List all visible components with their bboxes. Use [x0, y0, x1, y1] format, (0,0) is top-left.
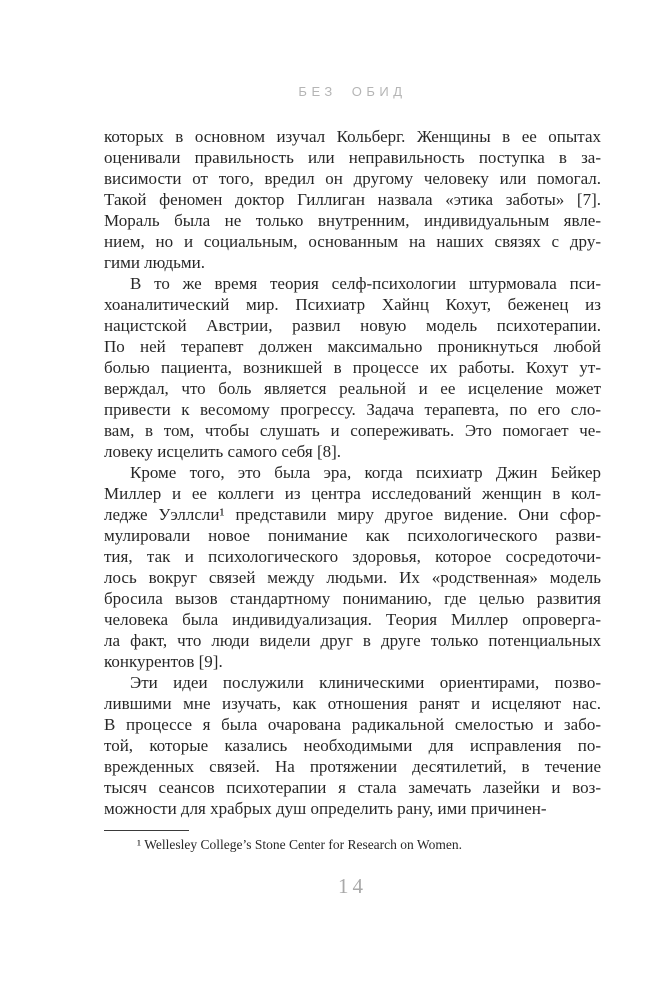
body-text [104, 126, 601, 819]
body-line: можности для храбрых душ определить рану, ими причинен- [104, 799, 547, 818]
body-line: нием, но и социальным, основанным на наших связях с дру- [104, 232, 601, 251]
body-line: Такой феномен доктор Гиллиган назвала «этика заботы» [7]. [104, 190, 601, 209]
body-paragraph [104, 672, 601, 819]
footnote [104, 836, 601, 854]
body-line: По ней терапевт должен максимально проникнуться любой [104, 337, 601, 356]
running-header: БЕЗ ОБИД [298, 84, 407, 99]
body-line: Кроме того, это была эра, когда психиатр Джин Бейкер [130, 463, 601, 482]
body-line: В процессе я была очарована радикальной смелостью и забо- [104, 715, 601, 734]
body-line: Эти идеи послужили клиническими ориентирами, позво- [130, 673, 601, 692]
body-line: мулировали новое понимание как психологического разви- [104, 526, 601, 545]
body-line: нацистской Австрии, развил новую модель психотерапии. [104, 316, 601, 335]
body-line: хоаналитический мир. Психиатр Хайнц Кохут, беженец из [104, 295, 601, 314]
body-line: привести к весомому прогрессу. Задача терапевта, по его сло- [104, 400, 601, 419]
body-line: конкурентов [9]. [104, 652, 223, 671]
body-line: врежденных связей. На протяжении десятилетий, в течение [104, 757, 601, 776]
body-line: болью пациента, возникшей в процессе их работы. Кохут ут- [104, 358, 601, 377]
footnote-marker: ¹ [137, 837, 142, 852]
body-line: лившими мне изучать, как отношения ранят и исцеляют нас. [104, 694, 601, 713]
body-line: В то же время теория селф-психологии штурмовала пси- [130, 274, 601, 293]
body-line: которых в основном изучал Кольберг. Женщины в ее опытах [104, 127, 601, 146]
body-line: ледже Уэллсли¹ представили миру другое видение. Они сфор- [104, 505, 601, 524]
body-line: висимости от того, вредил он другому человеку или помогал. [104, 169, 601, 188]
body-line: верждал, что боль является реальной и ее исцеление может [104, 379, 601, 398]
body-line: Миллер и ее коллеги из центра исследований женщин в кол- [104, 484, 601, 503]
body-paragraph [104, 126, 601, 273]
text-column [104, 84, 601, 854]
body-line: оценивали правильность или неправильность поступка в за- [104, 148, 601, 167]
body-line: Мораль была не только внутренним, индивидуальным явле- [104, 211, 601, 230]
page-number: 14 [338, 874, 367, 898]
body-paragraph [104, 462, 601, 672]
body-line: вам, в том, чтобы слушать и сопереживать. Это помогает че- [104, 421, 601, 440]
body-line: человека была индивидуализация. Теория Миллер опроверга- [104, 610, 601, 629]
body-line: ловеку исцелить самого себя [8]. [104, 442, 342, 461]
body-paragraph [104, 273, 601, 462]
body-line: бросила вызов стандартному пониманию, где целью развития [104, 589, 601, 608]
body-line: тия, так и психологического здоровья, которое сосредоточи- [104, 547, 601, 566]
body-line: той, которые казались необходимыми для исправления по- [104, 736, 601, 755]
body-line: ла факт, что люди видели друг в друге только потенциальных [104, 631, 601, 650]
body-line: тысяч сеансов психотерапии я стала замечать лазейки и воз- [104, 778, 601, 797]
footnote-divider [104, 830, 189, 831]
body-line: лось вокруг связей между людьми. Их «родственная» модель [104, 568, 601, 587]
body-line: гими людьми. [104, 253, 206, 272]
footnote-text: Wellesley College’s Stone Center for Research on Women. [144, 837, 462, 852]
